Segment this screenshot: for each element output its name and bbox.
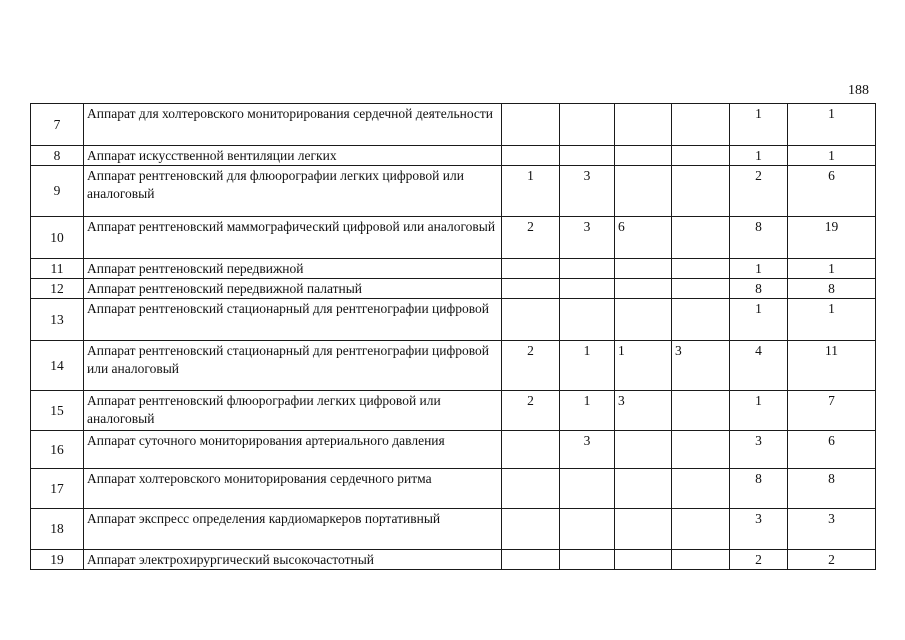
equipment-table-body	[31, 104, 876, 570]
equipment-name-cell: Аппарат рентгеновский стационарный для рентгенографии цифровой или аналоговый	[84, 341, 502, 391]
row-number-cell: 16	[31, 431, 84, 469]
quantity-cell	[502, 469, 560, 509]
quantity-cell: 11	[788, 341, 876, 391]
equipment-name-cell: Аппарат рентгеновский маммографический цифровой или аналоговый	[84, 217, 502, 259]
quantity-cell: 1	[502, 166, 560, 217]
quantity-cell: 3	[672, 341, 730, 391]
quantity-cell	[502, 104, 560, 146]
quantity-cell: 8	[730, 217, 788, 259]
quantity-cell: 2	[502, 217, 560, 259]
equipment-name-cell: Аппарат рентгеновский стационарный для рентгенографии цифровой	[84, 299, 502, 341]
quantity-cell: 1	[788, 299, 876, 341]
equipment-name-cell: Аппарат для холтеровского мониторирования сердечной деятельности	[84, 104, 502, 146]
row-number-cell: 7	[31, 104, 84, 146]
quantity-cell	[672, 104, 730, 146]
quantity-cell: 1	[730, 391, 788, 431]
quantity-cell	[615, 550, 672, 570]
table-row	[31, 391, 876, 431]
row-number-cell: 15	[31, 391, 84, 431]
quantity-cell	[672, 550, 730, 570]
quantity-cell: 1	[788, 146, 876, 166]
quantity-cell	[560, 550, 615, 570]
table-row	[31, 279, 876, 299]
quantity-cell: 1	[730, 104, 788, 146]
quantity-cell: 8	[788, 279, 876, 299]
quantity-cell: 19	[788, 217, 876, 259]
table-row	[31, 509, 876, 550]
quantity-cell	[502, 550, 560, 570]
quantity-cell	[502, 146, 560, 166]
quantity-cell	[560, 509, 615, 550]
row-number-cell: 18	[31, 509, 84, 550]
table-row	[31, 469, 876, 509]
quantity-cell	[615, 166, 672, 217]
page-number: 188	[848, 83, 869, 98]
equipment-name-cell: Аппарат рентгеновский передвижной палатный	[84, 279, 502, 299]
quantity-cell: 3	[560, 431, 615, 469]
equipment-name-cell: Аппарат рентгеновский флюорографии легких цифровой или аналоговый	[84, 391, 502, 431]
quantity-cell: 7	[788, 391, 876, 431]
equipment-name-cell: Аппарат рентгеновский передвижной	[84, 259, 502, 279]
row-number-cell: 10	[31, 217, 84, 259]
quantity-cell: 6	[788, 166, 876, 217]
quantity-cell: 8	[730, 279, 788, 299]
quantity-cell: 1	[560, 341, 615, 391]
table-row	[31, 217, 876, 259]
quantity-cell: 1	[560, 391, 615, 431]
quantity-cell	[672, 299, 730, 341]
equipment-name-cell: Аппарат электрохирургический высокочастотный	[84, 550, 502, 570]
quantity-cell	[672, 279, 730, 299]
quantity-cell	[560, 104, 615, 146]
quantity-cell: 2	[730, 550, 788, 570]
quantity-cell: 1	[615, 341, 672, 391]
quantity-cell	[672, 509, 730, 550]
equipment-name-cell: Аппарат суточного мониторирования артериального давления	[84, 431, 502, 469]
row-number-cell: 17	[31, 469, 84, 509]
quantity-cell	[502, 509, 560, 550]
row-number-cell: 11	[31, 259, 84, 279]
quantity-cell: 1	[730, 146, 788, 166]
quantity-cell	[560, 146, 615, 166]
quantity-cell	[615, 104, 672, 146]
quantity-cell: 6	[788, 431, 876, 469]
equipment-table	[30, 103, 876, 570]
quantity-cell: 3	[730, 431, 788, 469]
quantity-cell	[615, 431, 672, 469]
quantity-cell: 2	[502, 391, 560, 431]
quantity-cell	[672, 166, 730, 217]
quantity-cell	[615, 279, 672, 299]
quantity-cell	[502, 431, 560, 469]
quantity-cell	[560, 299, 615, 341]
quantity-cell	[560, 259, 615, 279]
quantity-cell	[502, 259, 560, 279]
equipment-name-cell: Аппарат холтеровского мониторирования сердечного ритма	[84, 469, 502, 509]
quantity-cell: 3	[730, 509, 788, 550]
equipment-name-cell: Аппарат рентгеновский для флюорографии легких цифровой или аналоговый	[84, 166, 502, 217]
quantity-cell: 1	[788, 104, 876, 146]
quantity-cell	[672, 259, 730, 279]
table-row	[31, 259, 876, 279]
table-row	[31, 104, 876, 146]
quantity-cell: 2	[502, 341, 560, 391]
row-number-cell: 14	[31, 341, 84, 391]
row-number-cell: 9	[31, 166, 84, 217]
quantity-cell: 6	[615, 217, 672, 259]
quantity-cell: 1	[730, 299, 788, 341]
quantity-cell	[672, 217, 730, 259]
quantity-cell	[560, 469, 615, 509]
quantity-cell: 3	[560, 217, 615, 259]
quantity-cell: 3	[615, 391, 672, 431]
quantity-cell	[560, 279, 615, 299]
quantity-cell: 2	[730, 166, 788, 217]
equipment-name-cell: Аппарат искусственной вентиляции легких	[84, 146, 502, 166]
quantity-cell	[502, 279, 560, 299]
quantity-cell: 8	[788, 469, 876, 509]
quantity-cell	[615, 509, 672, 550]
quantity-cell: 4	[730, 341, 788, 391]
quantity-cell: 2	[788, 550, 876, 570]
quantity-cell	[672, 431, 730, 469]
quantity-cell	[615, 469, 672, 509]
quantity-cell	[672, 469, 730, 509]
quantity-cell: 1	[788, 259, 876, 279]
row-number-cell: 12	[31, 279, 84, 299]
table-row	[31, 341, 876, 391]
table-row	[31, 299, 876, 341]
quantity-cell	[502, 299, 560, 341]
row-number-cell: 19	[31, 550, 84, 570]
table-row	[31, 166, 876, 217]
table-row	[31, 431, 876, 469]
quantity-cell	[672, 391, 730, 431]
quantity-cell	[672, 146, 730, 166]
row-number-cell: 13	[31, 299, 84, 341]
table-row	[31, 550, 876, 570]
quantity-cell: 3	[788, 509, 876, 550]
row-number-cell: 8	[31, 146, 84, 166]
quantity-cell	[615, 259, 672, 279]
quantity-cell	[615, 299, 672, 341]
table-row	[31, 146, 876, 166]
quantity-cell	[615, 146, 672, 166]
equipment-name-cell: Аппарат экспресс определения кардиомаркеров портативный	[84, 509, 502, 550]
quantity-cell: 1	[730, 259, 788, 279]
quantity-cell: 3	[560, 166, 615, 217]
quantity-cell: 8	[730, 469, 788, 509]
